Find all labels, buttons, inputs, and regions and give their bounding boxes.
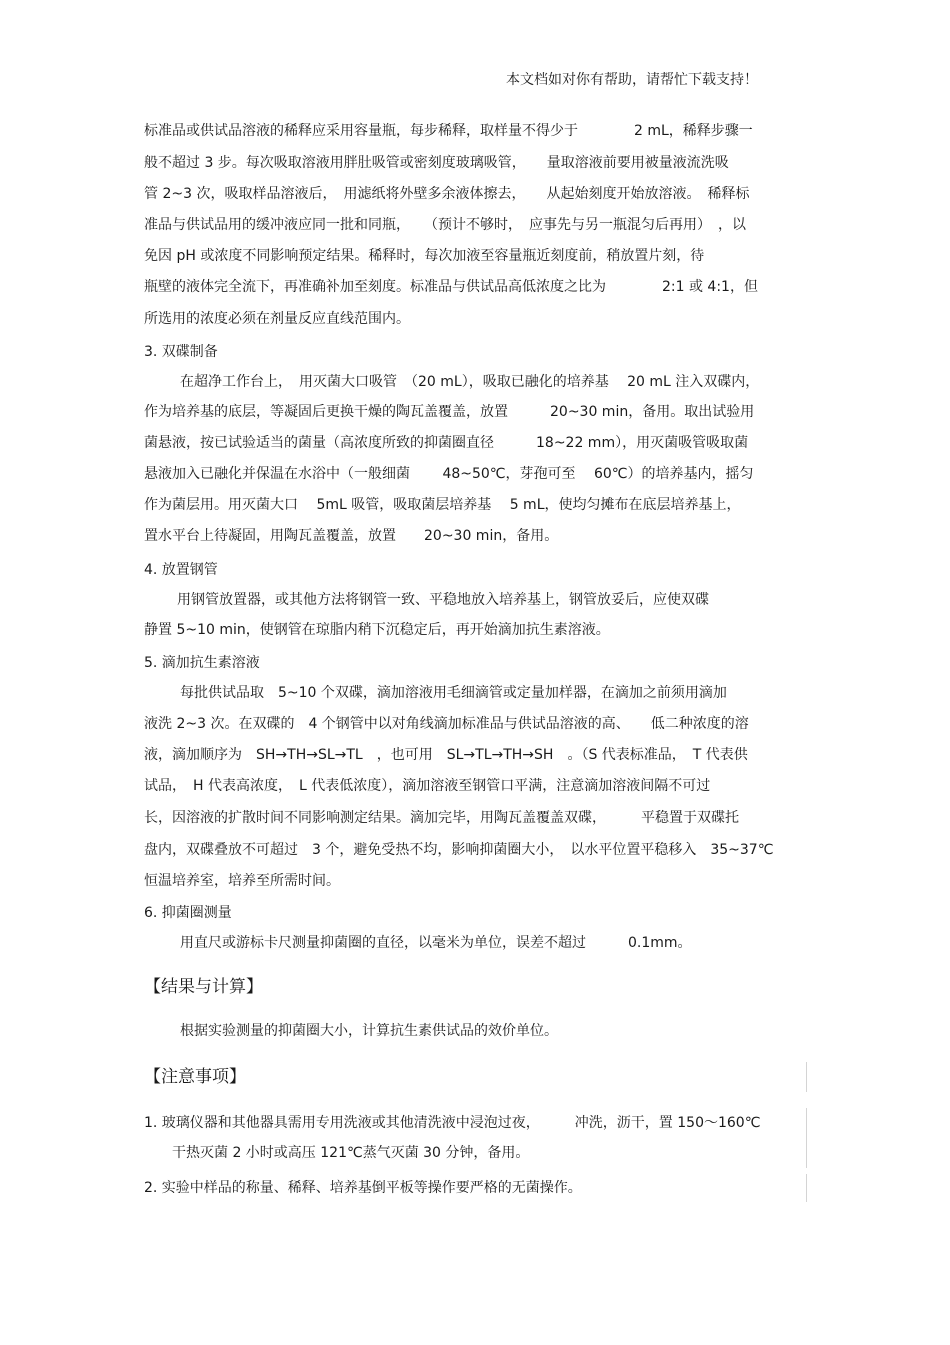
section6-line-1: 用直尺或游标卡尺测量抑菌圈的直径，以毫米为单位，误差不超过 0.1mm。 xyxy=(180,935,692,951)
dilution-line-3: 管 2~3 次，吸取样品溶液后， 用滤纸将外壁多余液体擦去， 从起始刻度开始放溶液。 稀释标 xyxy=(144,186,750,202)
section5-line-7: 恒温培养室，培养至所需时间。 xyxy=(144,873,340,889)
section3-line-2: 作为培养基的底层，等凝固后更换干燥的陶瓦盖覆盖，放置 20~30 min，备用。取出试验用 xyxy=(144,404,755,420)
section4-line-1: 用钢管放置器，或其他方法将钢管一致、平稳地放入培养基上，钢管放妥后，应使双碟 xyxy=(177,592,709,608)
section4-heading: 4. 放置钢管 xyxy=(144,562,218,578)
section3-heading: 3. 双碟制备 xyxy=(144,344,218,360)
results-text: 根据实验测量的抑菌圈大小，计算抗生素供试品的效价单位。 xyxy=(180,1023,558,1039)
section3-line-3: 菌悬液，按已试验适当的菌量（高浓度所致的抑菌圈直径 18~22 mm），用灭菌吸管吸取菌 xyxy=(144,435,749,451)
section3-line-6: 置水平台上待凝固，用陶瓦盖覆盖，放置 20~30 min，备用。 xyxy=(144,528,559,544)
notes-item-2-rule xyxy=(806,1174,807,1202)
notes-item-2: 2. 实验中样品的称量、稀释、培养基倒平板等操作要严格的无菌操作。 xyxy=(144,1180,582,1196)
section5-heading: 5. 滴加抗生素溶液 xyxy=(144,655,260,671)
section5-line-3: 液，滴加顺序为 SH→TH→SL→TL ，也可用 SL→TL→TH→SH 。（S 代表标准品， T 代表供 xyxy=(144,747,748,763)
dilution-line-2: 般不超过 3 步。每次吸取溶液用胖肚吸管或密刻度玻璃吸管， 量取溶液前要用被量液流洗吸 xyxy=(144,155,729,171)
section3-line-5: 作为菌层用。用灭菌大口 5mL 吸管，吸取菌层培养基 5 mL，使均匀摊布在底层培养基上， xyxy=(144,497,741,513)
dilution-line-6: 瓶壁的液体完全流下，再准确补加至刻度。标准品与供试品高低浓度之比为 2:1 或 4:1，但 xyxy=(144,279,758,295)
notes-item-1-line-2: 干热灭菌 2 小时或高压 121℃蒸气灭菌 30 分钟，备用。 xyxy=(172,1145,530,1161)
section5-line-2: 液洗 2~3 次。在双碟的 4 个钢管中以对角线滴加标准品与供试品溶液的高、 低二种浓度的溶 xyxy=(144,716,749,732)
dilution-line-1: 标准品或供试品溶液的稀释应采用容量瓶，每步稀释，取样量不得少于 2 mL，稀释步骤一 xyxy=(144,123,753,139)
section4-line-2: 静置 5~10 min，使钢管在琼脂内稍下沉稳定后，再开始滴加抗生素溶液。 xyxy=(144,622,610,638)
results-heading: 【结果与计算】 xyxy=(144,977,263,997)
section5-line-4: 试品， H 代表高浓度， L 代表低浓度），滴加溶液至钢管口平满，注意滴加溶液间隔不可过 xyxy=(144,778,711,794)
dilution-line-4: 准品与供试品用的缓冲液应同一批和同瓶， （预计不够时， 应事先与另一瓶混匀后再用） ，以 xyxy=(144,217,746,233)
section3-line-4: 悬液加入已融化并保温在水浴中（一般细菌 48~50℃，芽孢可至 60℃）的培养基内，摇匀 xyxy=(144,466,754,482)
notes-heading-rule xyxy=(806,1062,807,1092)
section5-line-6: 盘内，双碟叠放不可超过 3 个，避免受热不均，影响抑菌圈大小， 以水平位置平稳移入 35~37℃ xyxy=(144,842,774,858)
page-header-note: 本文档如对你有帮助，请帮忙下载支持！ xyxy=(506,72,758,88)
section3-line-1: 在超净工作台上， 用灭菌大口吸管 （20 mL），吸取已融化的培养基 20 mL 注入双碟内， xyxy=(180,374,760,390)
section6-heading: 6. 抑菌圈测量 xyxy=(144,905,232,921)
notes-item-1-line-1: 1. 玻璃仪器和其他器具需用专用洗液或其他清洗液中浸泡过夜， 冲洗，沥干，置 150～160℃ xyxy=(144,1115,761,1131)
dilution-line-7: 所选用的浓度必须在剂量反应直线范围内。 xyxy=(144,311,410,327)
section5-line-1: 每批供试品取 5~10 个双碟，滴加溶液用毛细滴管或定量加样器，在滴加之前须用滴加 xyxy=(180,685,727,701)
notes-heading: 【注意事项】 xyxy=(144,1067,246,1087)
section5-line-5: 长，因溶液的扩散时间不同影响测定结果。滴加完毕，用陶瓦盖覆盖双碟， 平稳置于双碟托 xyxy=(144,810,739,826)
dilution-line-5: 免因 pH 或浓度不同影响预定结果。稀释时，每次加液至容量瓶近刻度前，稍放置片刻，待 xyxy=(144,248,705,264)
notes-item-1-rule xyxy=(806,1108,807,1168)
